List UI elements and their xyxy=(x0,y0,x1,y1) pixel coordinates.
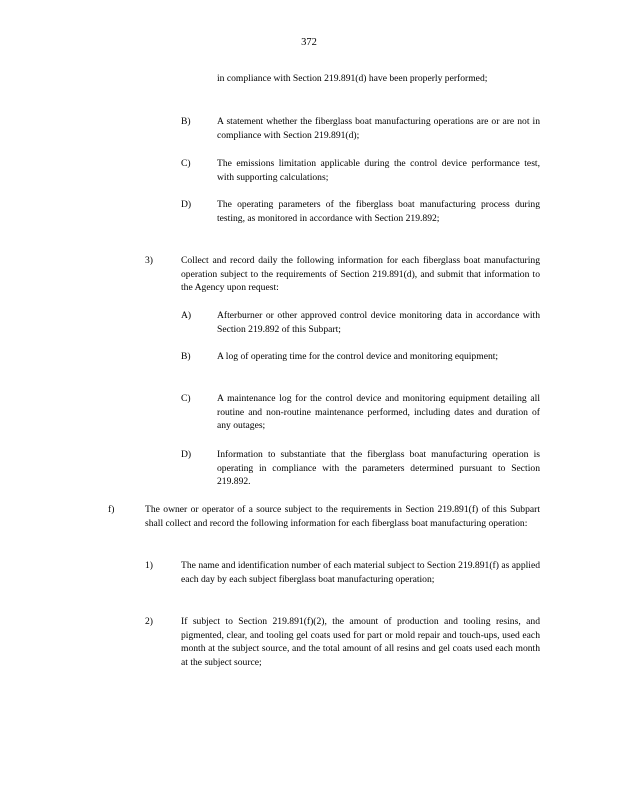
item-label: D) xyxy=(181,449,192,460)
item-text: A maintenance log for the control device and monitoring equipment detailing all routine and non-routine maintenance performed, including dates and duration of any outages; xyxy=(217,393,540,431)
item-label: 2) xyxy=(145,616,153,627)
list-item-2-subject xyxy=(145,615,540,669)
list-item-d-information xyxy=(181,448,540,489)
list-item-f-owner xyxy=(108,503,540,530)
list-item-1-name xyxy=(145,559,540,586)
item-text: If subject to Section 219.891(f)(2), the amount of production and tooling resins, and pigmented, clear, and tooling gel coats used for part or mold repair and touch-ups, used each month at the subject source, and the total amount of all resins and gel coats used each month at the subject source; xyxy=(181,616,540,668)
item-label: B) xyxy=(181,116,191,127)
item-text: Afterburner or other approved control device monitoring data in accordance with Section 219.892 of this Subpart; xyxy=(217,310,540,335)
page-number: 372 xyxy=(301,37,317,48)
item-label: 3) xyxy=(145,255,153,266)
item-label: C) xyxy=(181,158,191,169)
item-label: A) xyxy=(181,310,192,321)
item-text: A log of operating time for the control device and monitoring equipment; xyxy=(217,351,499,362)
item-text: The operating parameters of the fiberglass boat manufacturing process during testing, as monitored in accordance with Section 219.892; xyxy=(217,199,540,224)
item-label: f) xyxy=(108,504,115,515)
item-text: The name and identification number of each material subject to Section 219.891(f) as applied each day by each subject fiberglass boat manufacturing operation; xyxy=(181,560,540,585)
list-item-b-log xyxy=(181,350,540,364)
list-item-b-statement xyxy=(181,115,540,142)
list-item-a-afterburner xyxy=(181,309,540,336)
list-item-d-parameters xyxy=(181,198,540,225)
item-text: Information to substantiate that the fiberglass boat manufacturing operation is operating in compliance with the parameters determined pursuant to Section 219.892. xyxy=(217,449,540,487)
item-text: The owner or operator of a source subject to the requirements in Section 219.891(f) of this Subpart shall collect and record the following information for each fiberglass boat manufacturing operation: xyxy=(145,504,540,529)
continuation-paragraph: in compliance with Section 219.891(d) have been properly performed; xyxy=(217,73,488,84)
item-label: 1) xyxy=(145,560,153,571)
list-item-3-collect xyxy=(145,254,540,295)
item-text: The emissions limitation applicable during the control device performance test, with supporting calculations; xyxy=(217,158,540,183)
item-text: A statement whether the fiberglass boat manufacturing operations are or are not in compliance with Section 219.891(d); xyxy=(217,116,540,141)
list-item-c-emissions xyxy=(181,157,540,184)
list-item-c-maintenance xyxy=(181,392,540,433)
item-label: B) xyxy=(181,351,191,362)
item-label: C) xyxy=(181,393,191,404)
item-text: Collect and record daily the following information for each fiberglass boat manufacturing operation subject to the requirements of Section 219.891(d), and submit that information to the Agency upon request: xyxy=(181,255,540,293)
item-label: D) xyxy=(181,199,192,210)
